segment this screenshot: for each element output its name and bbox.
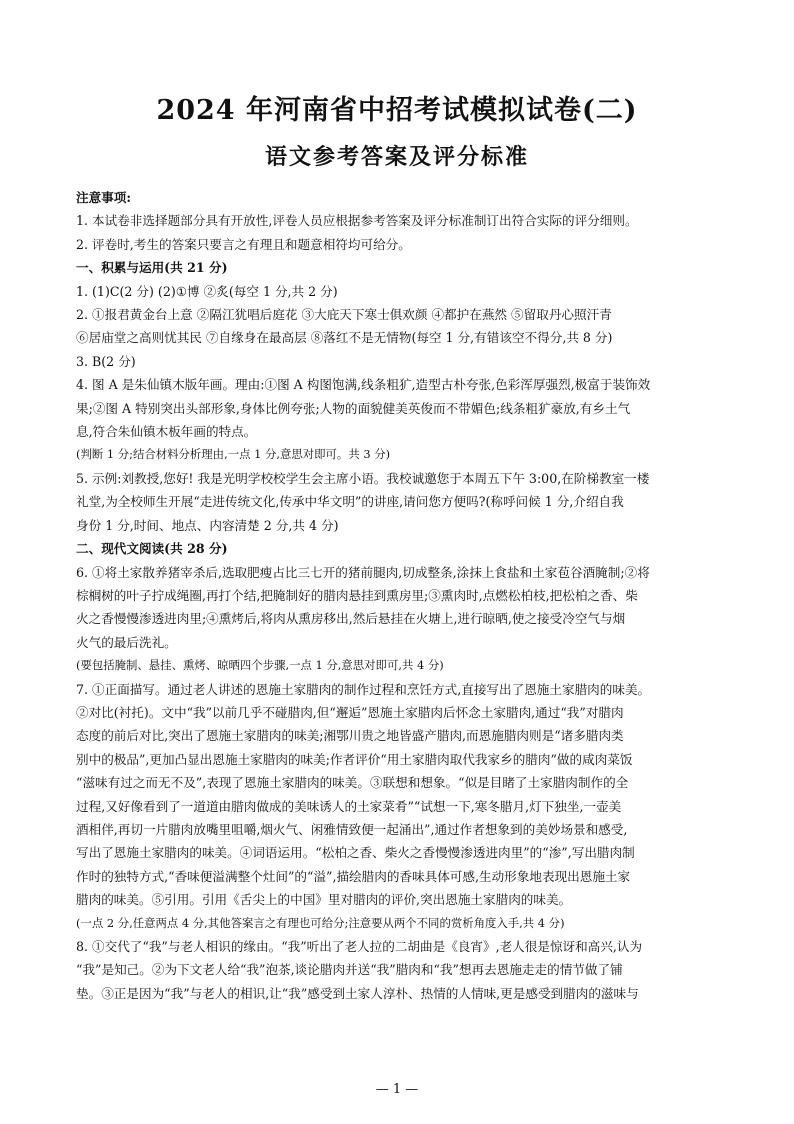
text-line: 7. ①正面描写。通过老人讲述的恩施土家腊肉的制作过程和烹饪方式,直接写出了恩施土家腊肉的味美。: [76, 681, 651, 697]
text-line: “我”是知己。②为下文老人给“我”泡茶,谈论腊肉并送“我”腊肉和“我”想再去恩施走走的情节做了铺: [76, 962, 623, 978]
document-title: 2024 年河南省中招考试模拟试卷(二): [156, 95, 638, 126]
text-line: ②对比(衬托)。文中“我”以前几乎不碰腊肉,但“邂逅”恩施土家腊肉后怀念土家腊肉,通过“我”对腊肉: [76, 704, 624, 720]
text-line: 6. ①将土家散养猪宰杀后,选取肥瘦占比三七开的猪前腿肉,切成整条,涂抹上食盐和土家苞谷酒腌制;②将: [76, 564, 650, 580]
text-line: 2. ①报君黄金台上意 ②隔江犹唱后庭花 ③大庇天下寒士俱欢颜 ④都护在燕然 ⑤留取丹心照汗青: [76, 307, 612, 323]
page-number: — 1 —: [375, 1082, 419, 1097]
text-line: 息,符合朱仙镇木板年画的特点。: [76, 424, 257, 440]
scoring-note-line: (一点 2 分,任意两点 4 分,其他答案言之有理也可给分;注意要从两个不同的赏析角度入手,共 4 分): [76, 915, 565, 930]
text-line: 8. ①交代了“我”与老人相识的缘由。“我”听出了老人拉的二胡曲是《良宵》,老人很是惊讶和高兴,认为: [76, 939, 643, 954]
text-line: 作时的独特方式,“香味便溢满整个灶间”的“溢”,描绘腊肉的香味具体可感,生动形象地表现出恩施土家: [76, 868, 631, 884]
text-line: 1. (1)C(2 分) (2)①博 ②炙(每空 1 分,共 2 分): [76, 283, 338, 299]
section-heading: 二、现代文阅读(共 28 分): [76, 541, 228, 557]
text-line: 3. B(2 分): [76, 353, 136, 369]
section-heading: 注意事项:: [76, 190, 132, 205]
text-line: 腊肉的味美。⑤引用。引用《舌尖上的中国》里对腊肉的评价,突出恩施土家腊肉的味美。: [76, 892, 572, 908]
text-line: 写出了恩施土家腊肉的味美。④词语运用。“松柏之香、柴火之香慢慢渗透进肉里”的“渗”,写出腊肉制: [76, 845, 635, 861]
text-line: 礼堂,为全校师生开展“走进传统文化,传承中华文明”的讲座,请问您方便吗?(称呼问候 1 分,介绍自我: [76, 494, 624, 510]
scoring-note-line: (要包括腌制、悬挂、熏烤、晾晒四个步骤,一点 1 分,意思对即可,共 4 分): [76, 658, 444, 673]
answer-body: [76, 186, 726, 1005]
text-line: 过程,又好像看到了一道道由腊肉做成的美味诱人的土家菜肴”“试想一下,寒冬腊月,灯下独坐,一壶美: [76, 798, 622, 814]
text-line: 火气的最后洗礼。: [76, 634, 177, 650]
section-heading: 一、积累与运用(共 21 分): [76, 260, 228, 276]
text-line: 5. 示例:刘教授,您好! 我是光明学校校学生会主席小语。我校诚邀您于本周五下午 3:00,在阶梯教室一楼: [76, 470, 650, 486]
text-line: 2. 评卷时,考生的答案只要言之有理且和题意相符均可给分。: [76, 236, 411, 252]
text-line: 果;②图 A 特别突出头部形象,身体比例夸张;人物的面貌健美英俊而不带媚色;线条粗犷豪放,有乡土气: [76, 400, 631, 416]
text-line: 棕榈树的叶子拧成绳圈,再打个结,把腌制好的腊肉悬挂到熏房里;③熏肉时,点燃松柏枝,把松柏之香、柴: [76, 587, 638, 603]
text-line: 4. 图 A 是朱仙镇木版年画。理由:①图 A 构图饱满,线条粗犷,造型古朴夸张,色彩浑厚强烈,极富于装饰效: [76, 377, 651, 393]
scoring-note-line: (判断 1 分;结合材料分析理由,一点 1 分,意思对即可。共 3 分): [76, 447, 391, 462]
document-subtitle: 语文参考答案及评分标准: [264, 144, 529, 170]
text-line: 态度的前后对比,突出了恩施土家腊肉的味美;湘鄂川贵之地皆盛产腊肉,而恩施腊肉则是“诸多腊肉类: [76, 728, 624, 744]
text-line: 别中的极品”,更加凸显出恩施土家腊肉的味美;作者评价“用土家腊肉取代我家乡的腊肉”做的咸肉菜饭: [76, 751, 633, 767]
text-line: ⑥居庙堂之高则忧其民 ⑦自缘身在最高层 ⑧落红不是无情物(每空 1 分,有错该空不得分,共 8 分): [76, 330, 613, 346]
text-line: “滋味有过之而无不及”,表现了恩施土家腊肉的味美。③联想和想象。“似是目睹了土家腊肉制作的全: [76, 775, 629, 791]
text-line: 1. 本试卷非选择题部分具有开放性,评卷人员应根据参考答案及评分标准制订出符合实际的评分细则。: [76, 213, 638, 229]
text-line: 酒相伴,再切一片腊肉放嘴里咀嚼,烟火气、闲雅情致便一起涌出”,通过作者想象到的美妙场景和感受,: [76, 821, 628, 837]
text-line: 身份 1 分,时间、地点、内容清楚 2 分,共 4 分): [76, 517, 339, 533]
text-line: 火之香慢慢渗透进肉里;④熏烤后,将肉从熏房移出,然后悬挂在火塘上,进行晾晒,使之接受冷空气与烟: [76, 611, 626, 627]
text-line: 垫。③正是因为“我”与老人的相识,让“我”感受到土家人淳朴、热情的人情味,更是感受到腊肉的滋味与: [76, 985, 639, 1001]
